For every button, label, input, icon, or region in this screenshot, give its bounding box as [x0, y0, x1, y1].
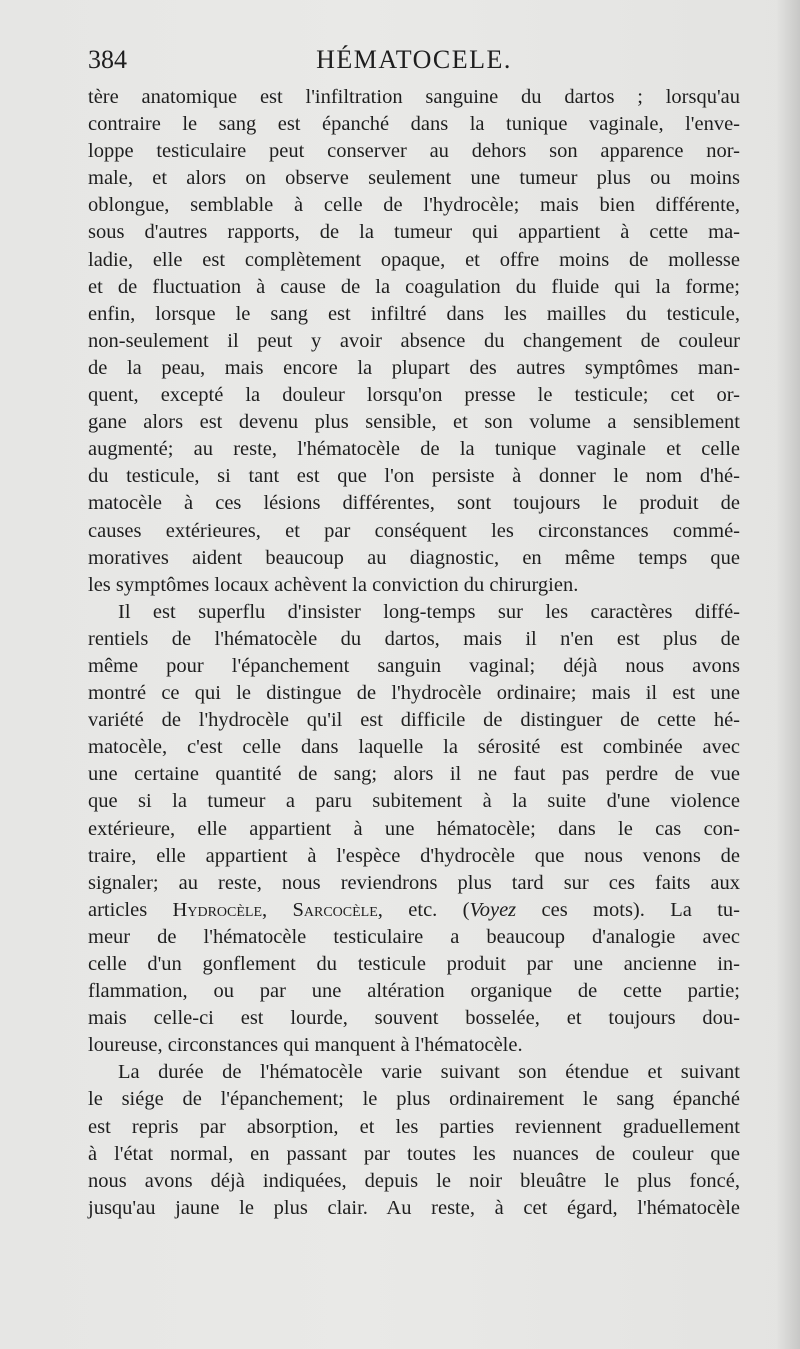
text-line: matocèle à ces lésions différentes, sont toujours le produit de	[88, 492, 740, 515]
text-line: nous avons déjà indiquées, depuis le noir bleuâtre le plus foncé,	[88, 1169, 740, 1192]
text-line: augmenté; au reste, l'hématocèle de la tunique vaginale et celle	[88, 438, 740, 461]
text-line: jusqu'au jaune le plus clair. Au reste, à cet égard, l'hématocèle	[88, 1196, 740, 1219]
paragraph-3	[88, 1059, 740, 1222]
text-line: loureuse, circonstances qui manquent à l'hématocèle.	[88, 1034, 523, 1057]
text-line-cross-references	[88, 897, 740, 924]
text-line: enfin, lorsque le sang est infiltré dans les mailles du testicule,	[88, 302, 740, 325]
text-line: même pour l'épanchement sanguin vaginal; déjà nous avons	[88, 654, 740, 677]
text-fragment: , etc. (	[377, 898, 470, 921]
text-line: Il est superflu d'insister long-temps sur les caractères diffé-	[118, 600, 740, 623]
page-header	[88, 44, 740, 76]
text-line: à l'état normal, en passant par toutes les nuances de couleur que	[88, 1142, 740, 1165]
text-line: male, et alors on observe seulement une tumeur plus ou moins	[88, 167, 740, 190]
running-title: HÉMATOCELE.	[316, 45, 512, 74]
page-number: 384	[88, 45, 127, 74]
body-text	[88, 84, 740, 1222]
voyez-italic: Voyez	[469, 898, 517, 921]
text-line: ladie, elle est complètement opaque, et offre moins de mollesse	[88, 248, 740, 271]
text-line: sous d'autres rapports, de la tumeur qui appartient à cette ma-	[88, 221, 740, 244]
text-line: quent, excepté la douleur lorsqu'on presse le testicule; cet or-	[88, 384, 740, 407]
text-line: flammation, ou par une altération organique de cette partie;	[88, 980, 740, 1003]
text-fragment: ces mots). La tu-	[516, 898, 740, 921]
text-line: signaler; au reste, nous reviendrons plus tard sur ces faits aux	[88, 871, 740, 894]
text-line: variété de l'hydrocèle qu'il est difficile de distinguer de cette hé-	[88, 709, 740, 732]
paragraph-2	[88, 599, 740, 1060]
text-line: causes extérieures, et par conséquent les circonstances commé-	[88, 519, 740, 542]
text-line: de la peau, mais encore la plupart des autres symptômes man-	[88, 356, 740, 379]
text-line: contraire le sang est épanché dans la tunique vaginale, l'enve-	[88, 113, 740, 136]
text-line: gane alors est devenu plus sensible, et son volume a sensiblement	[88, 411, 740, 434]
text-fragment: articles	[88, 898, 173, 921]
text-line: extérieure, elle appartient à une hématocèle; dans le cas con-	[88, 817, 740, 840]
text-line: matocèle, c'est celle dans laquelle la sérosité est combinée avec	[88, 736, 740, 759]
text-fragment: ,	[262, 898, 293, 921]
text-line: les symptômes locaux achèvent la conviction du chirurgien.	[88, 573, 579, 596]
text-line: loppe testiculaire peut conserver au dehors son apparence nor-	[88, 140, 740, 163]
text-line: mais celle-ci est lourde, souvent bosselée, et toujours dou-	[88, 1007, 740, 1030]
text-line: le siége de l'épanchement; le plus ordinairement le sang épanché	[88, 1088, 740, 1111]
cross-reference-hydrocele: Hydrocèle	[172, 898, 263, 921]
paragraph-1	[88, 84, 740, 599]
cross-reference-sarcocele: Sarcocèle	[292, 898, 378, 921]
text-line: tère anatomique est l'infiltration sanguine du dartos ; lorsqu'au	[88, 86, 740, 108]
text-line: La durée de l'hématocèle varie suivant son étendue et suivant	[118, 1061, 740, 1084]
text-line: meur de l'hématocèle testiculaire a beaucoup d'analogie avec	[88, 925, 740, 948]
text-line: celle d'un gonflement du testicule produit par une ancienne in-	[88, 953, 740, 975]
page-edge-shadow	[776, 0, 800, 1349]
text-line: non-seulement il peut y avoir absence du changement de couleur	[88, 329, 740, 352]
text-line: oblongue, semblable à celle de l'hydrocèle; mais bien différente,	[88, 194, 740, 217]
text-line: montré ce qui le distingue de l'hydrocèle ordinaire; mais il est une	[88, 682, 740, 705]
text-line: est repris par absorption, et les parties reviennent graduellement	[88, 1115, 740, 1138]
text-line: rentiels de l'hématocèle du dartos, mais il n'en est plus de	[88, 627, 740, 650]
text-line: et de fluctuation à cause de la coagulation du fluide qui la forme;	[88, 275, 740, 298]
text-line: du testicule, si tant est que l'on persiste à donner le nom d'hé-	[88, 465, 740, 488]
text-line: que si la tumeur a paru subitement à la suite d'une violence	[88, 790, 740, 813]
text-line: moratives aident beaucoup au diagnostic, en même temps que	[88, 546, 740, 569]
text-line: une certaine quantité de sang; alors il ne faut pas perdre de vue	[88, 763, 740, 786]
text-line: traire, elle appartient à l'espèce d'hydrocèle que nous venons de	[88, 844, 740, 867]
